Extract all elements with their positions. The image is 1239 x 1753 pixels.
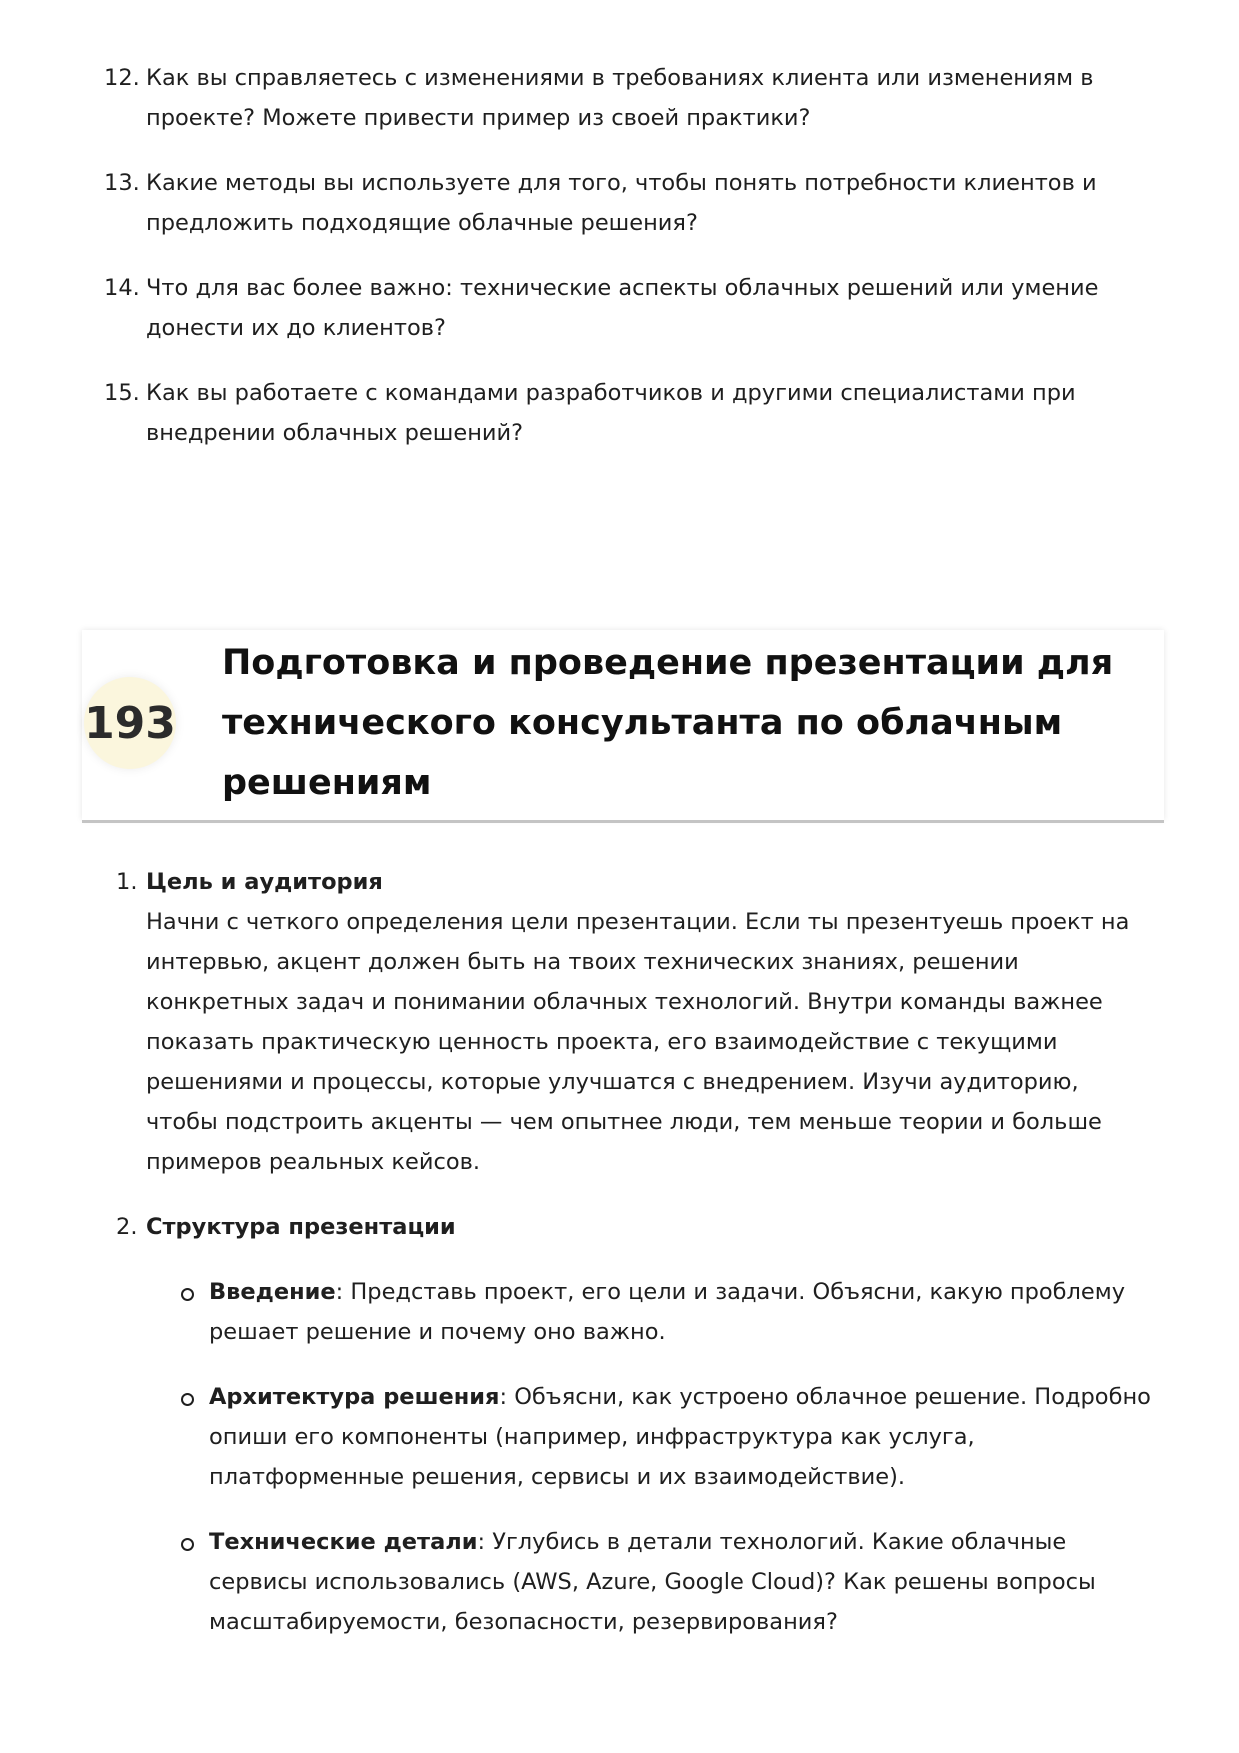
sub-list-item (209, 1377, 1169, 1497)
list-number: 15. (104, 380, 140, 406)
sub-list-item (209, 1272, 1169, 1352)
list-item (100, 268, 1100, 348)
section-divider (82, 820, 1164, 823)
list-item (100, 862, 1140, 1182)
main-list (100, 862, 1151, 1667)
sub-item-text: : Углубись в детали технологий. Какие облачные сервисы использовались (AWS, Azure, Google Cloud)? Как решены вопросы масштабируемости, безопасности, резервирования? (209, 1529, 1096, 1635)
list-number: 13. (104, 170, 140, 196)
sub-list-item (209, 1522, 1169, 1642)
sub-item-text: : Объясни, как устроено облачное решение. Подробно опиши его компоненты (например, инфраструктура как услуга, платформенные решения, сервисы и их взаимодействие). (209, 1384, 1151, 1490)
circle-bullet-icon (181, 1288, 194, 1301)
list-item-text: Какие методы вы используете для того, чтобы понять потребности клиентов и предложить подходящие облачные решения? (146, 170, 1097, 236)
list-item (100, 163, 1100, 243)
list-item (100, 373, 1100, 453)
item-title: Цель и аудитория (146, 869, 383, 895)
list-number: 14. (104, 275, 140, 301)
sub-list (146, 1272, 1169, 1642)
list-item (100, 1207, 1151, 1642)
item-body: Начни с четкого определения цели презентации. Если ты презентуешь проект на интервью, акцент должен быть на твоих технических знаниях, решении конкретных задач и понимании облачных технологий. Внутри команды важнее показать практическую ценность проекта, его взаимодействие с текущими решениями и процессы, которые улучшатся с внедрением. Изучи аудиторию, чтобы подстроить акценты — чем опытнее люди, тем меньше теории и больше примеров реальных кейсов. (146, 909, 1130, 1175)
section-number-badge: 193 (84, 677, 176, 769)
list-item-text: Как вы работаете с командами разработчиков и другими специалистами при внедрении облачных решений? (146, 380, 1076, 446)
sub-item-label: Введение (209, 1279, 336, 1305)
item-title: Структура презентации (146, 1214, 456, 1240)
sub-item-label: Архитектура решения (209, 1384, 500, 1410)
list-item-text: Как вы справляетесь с изменениями в требованиях клиента или изменениям в проекте? Можете привести пример из своей практики? (146, 65, 1094, 131)
sub-item-text: : Представь проект, его цели и задачи. Объясни, какую проблему решает решение и почему оно важно. (209, 1279, 1126, 1345)
list-number: 12. (104, 65, 140, 91)
list-number: 1. (116, 869, 138, 895)
section-title: Подготовка и проведение презентации для технического консультанта по облачным решениям (222, 643, 1114, 803)
circle-bullet-icon (181, 1393, 194, 1406)
sub-item-label: Технические детали (209, 1529, 478, 1555)
list-item (100, 58, 1100, 138)
circle-bullet-icon (181, 1538, 194, 1551)
question-list (100, 58, 1100, 478)
list-item-text: Что для вас более важно: технические аспекты облачных решений или умение донести их до клиентов? (146, 275, 1099, 341)
list-number: 2. (116, 1214, 138, 1240)
